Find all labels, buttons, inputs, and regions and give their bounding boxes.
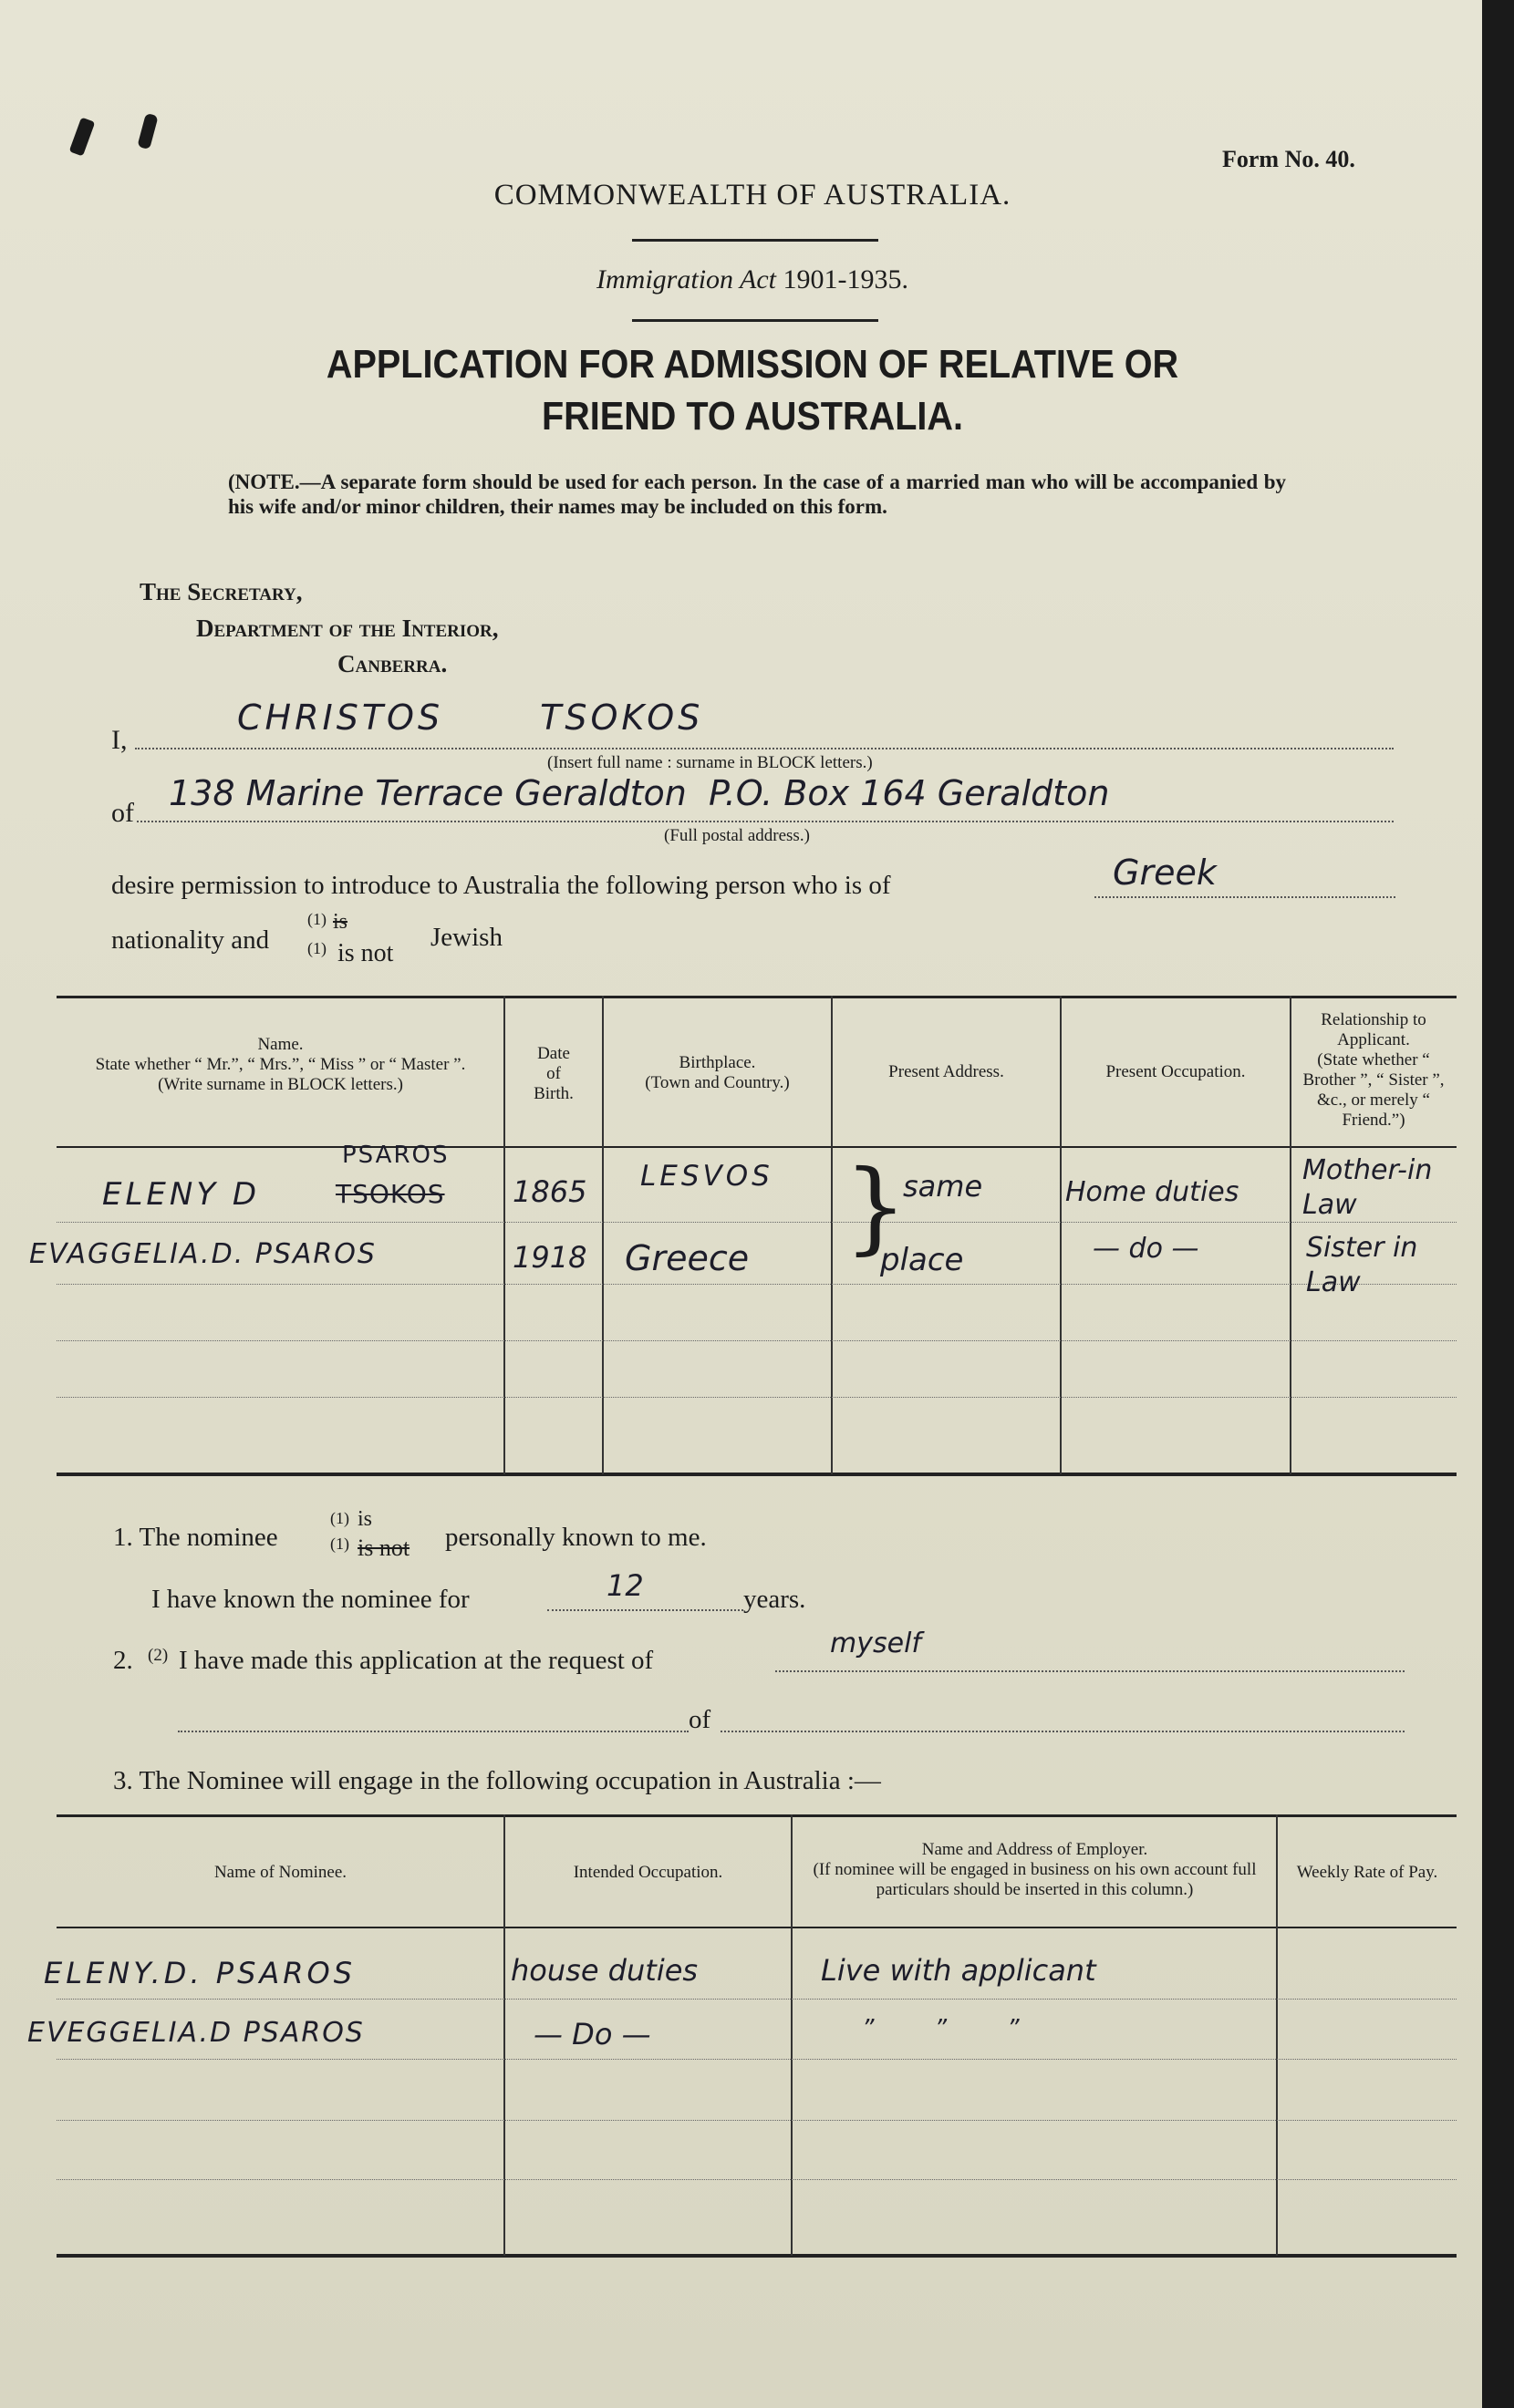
table2-header-employer: Name and Address of Employer. (If nominee will be engaged in business on his own account full particulars should be inserted in this column.): [813, 1840, 1257, 1899]
form-note: (NOTE.—A separate form should be used for each person. In the case of a married man who will be accompanied by his wife and/or minor children, their names may be included on this form.: [228, 470, 1286, 518]
commonwealth-heading: COMMONWEALTH OF AUSTRALIA.: [493, 179, 1011, 212]
table1-row-line: [57, 1397, 1457, 1398]
address-secretary: The Secretary,: [140, 578, 303, 605]
postal-address: 138 Marine Terrace Geraldton P.O. Box 164 Geraldton: [169, 773, 1110, 813]
nationality-dotted-line: [1094, 896, 1395, 898]
row1-occupation: Home duties: [1065, 1176, 1239, 1208]
table1-header-rule: [57, 1146, 1457, 1148]
statement1-is-not: is not: [358, 1535, 410, 1561]
table2-row-line: [57, 2120, 1457, 2121]
table1-row-line: [57, 1222, 1457, 1223]
table1-row-line: [57, 1284, 1457, 1285]
statement1-suffix: personally known to me.: [445, 1523, 707, 1552]
table2-row2-name: EVEGGELIA.D PSAROS: [27, 2017, 365, 2049]
row2-birthplace: Greece: [625, 1238, 750, 1278]
table1-header-address: Present Address.: [888, 1062, 1004, 1081]
act-italic: Immigration Act: [596, 264, 776, 295]
statement3-text: 3. The Nominee will engage in the following occupation in Australia :—: [113, 1766, 881, 1795]
table2-header-rule: [57, 1927, 1457, 1928]
statement2-value: myself: [830, 1628, 921, 1659]
table1-col-divider: [1290, 996, 1291, 1474]
of-label: of: [111, 798, 134, 828]
statement1-marker: (1): [330, 1509, 349, 1527]
act-years: 1901-1935.: [783, 264, 908, 295]
request-dotted-line: [775, 1670, 1405, 1672]
statement1-marker-2: (1): [330, 1535, 349, 1553]
row1-address: same: [903, 1169, 983, 1204]
nationality-value: Greek: [1113, 853, 1217, 893]
desire-text: desire permission to introduce to Australia the following person who is of: [111, 871, 891, 900]
row2-name: EVAGGELIA.D. PSAROS: [29, 1238, 377, 1270]
statement2-marker: (2): [148, 1646, 169, 1665]
statement2-of: of: [689, 1705, 711, 1734]
table2-row1-occupation: house duties: [511, 1953, 699, 1988]
table2-row1-name: ELENY.D. PSAROS: [44, 1956, 357, 1990]
table1-header-birthplace: Birthplace. (Town and Country.): [645, 1053, 790, 1092]
applicant-name: CHRISTOS TSOKOS: [237, 698, 704, 738]
table2-row-line: [57, 2179, 1457, 2180]
table2-row2-employer: ” ” ”: [862, 2015, 1020, 2042]
row1-birthplace: LESVOS: [640, 1160, 773, 1193]
form-title-2: FRIEND TO AUSTRALIA.: [541, 394, 963, 439]
table2-col-divider: [791, 1814, 793, 2256]
table1-top-rule: [57, 996, 1457, 998]
address-dotted-line: [137, 821, 1394, 822]
table2-header-pay: Weekly Rate of Pay.: [1296, 1863, 1438, 1882]
row1-dob: 1865: [513, 1174, 587, 1209]
known-suffix: years.: [743, 1585, 806, 1614]
row1-name-correction: PSAROS: [342, 1142, 450, 1169]
scan-edge: [1482, 0, 1514, 2408]
table1-header-dob: Date of Birth.: [534, 1044, 574, 1103]
row2-dob: 1918: [513, 1240, 587, 1275]
table2-row-line: [57, 2059, 1457, 2060]
statement1-is: is: [358, 1507, 373, 1531]
form-title-1: APPLICATION FOR ADMISSION OF RELATIVE OR: [326, 342, 1179, 387]
statement2-text: I have made this application at the request of: [179, 1646, 654, 1675]
address-canberra: Canberra.: [337, 650, 448, 677]
is-option: is: [333, 910, 348, 934]
statement1-prefix: 1. The nominee: [113, 1523, 278, 1552]
is-marker-2: (1): [307, 939, 327, 957]
row2-relationship: Sister in Law: [1306, 1232, 1418, 1298]
address-department: Department of the Interior,: [196, 615, 499, 642]
header-rule-2: [632, 319, 878, 322]
name-hint: (Insert full name : surname in BLOCK letters.): [547, 753, 873, 772]
table2-header-name: Name of Nominee.: [213, 1863, 347, 1882]
jewish-label: Jewish: [430, 923, 503, 952]
table2-header-occupation: Intended Occupation.: [573, 1863, 723, 1882]
known-dotted-line: [547, 1609, 743, 1611]
request-of-dotted-line-2: [721, 1731, 1405, 1732]
table1-header-relationship: Relationship to Applicant. (State whether “ Brother ”, “ Sister ”, &c., or merely “ Friend.”): [1302, 1010, 1445, 1130]
header-rule: [632, 239, 878, 242]
known-prefix: I have known the nominee for: [151, 1585, 470, 1614]
request-of-dotted-line: [178, 1731, 689, 1732]
table1-header-name: Name. State whether “ Mr.”, “ Mrs.”, “ Miss ” or “ Master ”. (Write surname in BLOCK letters.): [95, 1035, 466, 1094]
table2-row1-employer: Live with applicant: [821, 1953, 1096, 1988]
table2-top-rule: [57, 1814, 1457, 1817]
i-label: I,: [111, 725, 128, 755]
known-years: 12: [607, 1568, 644, 1603]
row2-address: place: [880, 1242, 964, 1278]
row1-name-struck: TSOKOS: [336, 1179, 445, 1209]
statement2-prefix: 2.: [113, 1646, 133, 1675]
address-hint: (Full postal address.): [664, 826, 810, 845]
address-brace: }: [844, 1148, 907, 1265]
row2-occupation: — do —: [1093, 1233, 1199, 1265]
name-dotted-line: [135, 748, 1394, 749]
table1-header-occupation: Present Occupation.: [1105, 1062, 1246, 1081]
table1-row-line: [57, 1340, 1457, 1341]
table2-row2-occupation: — Do —: [534, 2017, 651, 2051]
table2-bottom-rule: [57, 2254, 1457, 2258]
form-number: Form No. 40.: [1222, 146, 1355, 172]
is-not-option: is not: [337, 939, 394, 967]
table2-row-line: [57, 1999, 1457, 2000]
row1-relationship: Mother-in Law: [1302, 1154, 1433, 1221]
is-marker: (1): [307, 910, 327, 928]
act-line: [0, 264, 1505, 295]
table1-bottom-rule: [57, 1473, 1457, 1476]
nationality-text: nationality and: [111, 925, 270, 955]
row1-name: ELENY D: [102, 1176, 261, 1213]
